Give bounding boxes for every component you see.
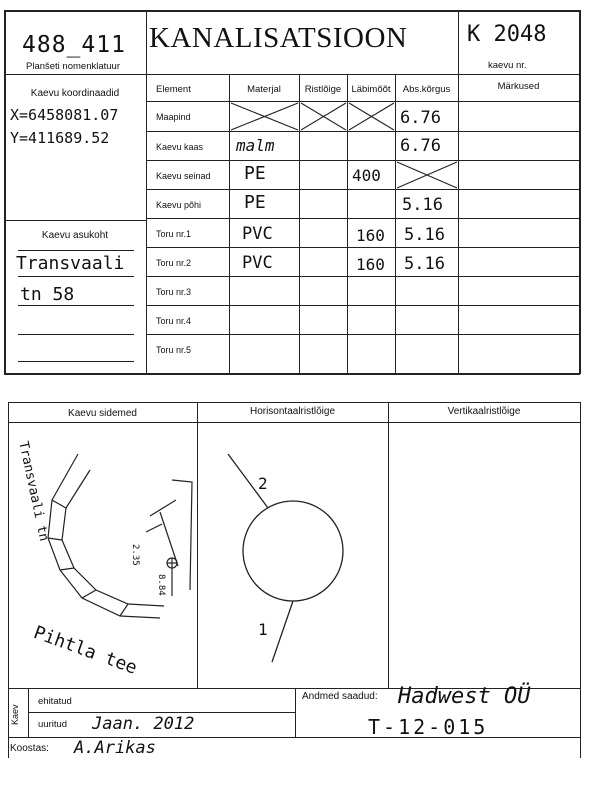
footer-compiled-value: A.Arikas bbox=[74, 738, 156, 758]
footer-side-label: Kaev bbox=[10, 704, 20, 725]
sketch-dimension-1: 2.35 bbox=[130, 544, 140, 566]
row-element: Kaevu seinad bbox=[156, 171, 211, 181]
document-title: KANALISATSIOON bbox=[149, 22, 408, 54]
col-header-diameter: Läbimõõt bbox=[351, 84, 391, 95]
coordinate-x: X=6458081.07 bbox=[10, 106, 119, 124]
cell-height: 5.16 bbox=[404, 225, 445, 245]
row-element: Kaevu põhi bbox=[156, 200, 202, 210]
pipe-1-label: 1 bbox=[258, 620, 268, 639]
cell-diameter: 160 bbox=[356, 255, 385, 274]
cell-material: PVC bbox=[242, 253, 273, 273]
col-header-height: Abs.kõrgus bbox=[402, 84, 451, 95]
crossed-out-cells bbox=[0, 0, 599, 380]
cell-height: 6.76 bbox=[400, 136, 441, 156]
cell-material: PE bbox=[244, 192, 266, 213]
footer-measured-label: uuritud bbox=[38, 719, 68, 730]
cell-material: malm bbox=[236, 136, 275, 155]
cell-diameter: 400 bbox=[352, 166, 381, 185]
row-element: Toru nr.4 bbox=[156, 316, 192, 326]
footer-built-label: ehitatud bbox=[38, 696, 72, 707]
row-element: Toru nr.2 bbox=[156, 258, 192, 268]
coordinates-label: Kaevu koordinaadid bbox=[30, 88, 120, 99]
sketch-street-transvaali: Transvaali tn bbox=[15, 440, 52, 543]
col-header-cross: Ristlõige bbox=[304, 84, 342, 95]
footer-data-code: T-12-015 bbox=[368, 715, 489, 739]
section-connections-label: Kaevu sidemed bbox=[68, 408, 137, 419]
footer-measured-value: Jaan. 2012 bbox=[92, 714, 195, 734]
col-header-notes: Märkused bbox=[497, 81, 540, 92]
cell-material: PVC bbox=[242, 224, 273, 244]
location-line-1: Transvaali bbox=[16, 253, 125, 274]
col-header-element: Element bbox=[156, 84, 191, 95]
well-number-value: K 2048 bbox=[467, 22, 547, 47]
footer-data-value: Hadwest OÜ bbox=[398, 684, 531, 709]
row-element: Toru nr.1 bbox=[156, 229, 192, 239]
section-vertical-label: Vertikaalristlõige bbox=[447, 406, 521, 417]
cell-height: 5.16 bbox=[402, 195, 443, 215]
cell-height: 5.16 bbox=[404, 254, 445, 274]
location-line-2: tn 58 bbox=[20, 284, 75, 305]
section-horizontal-label: Horisontaalristlõige bbox=[249, 406, 336, 417]
pipe-2-label: 2 bbox=[258, 474, 268, 493]
row-element: Toru nr.5 bbox=[156, 345, 192, 355]
sheet-nomenclature-label: Planšeti nomenklatuur bbox=[26, 61, 120, 72]
row-element: Maapind bbox=[156, 112, 191, 122]
col-header-material: Materjal bbox=[247, 84, 281, 95]
sketch-street-pihtla: Pihtla tee bbox=[30, 622, 140, 679]
horizontal-section-sketch bbox=[200, 440, 388, 670]
location-label: Kaevu asukoht bbox=[41, 230, 109, 241]
cell-diameter: 160 bbox=[356, 226, 385, 245]
row-element: Kaevu kaas bbox=[156, 142, 204, 152]
footer-compiled-label: Koostas: bbox=[10, 743, 49, 754]
sketch-dimension-2: 8.84 bbox=[156, 574, 166, 596]
sheet-nomenclature-value: 488_411 bbox=[22, 32, 126, 58]
row-element: Toru nr.3 bbox=[156, 287, 192, 297]
cell-material: PE bbox=[244, 163, 266, 184]
well-number-label: kaevu nr. bbox=[488, 60, 527, 71]
footer-data-label: Andmed saadud: bbox=[302, 691, 378, 702]
coordinate-y: Y=411689.52 bbox=[10, 129, 110, 147]
cell-height: 6.76 bbox=[400, 108, 441, 128]
